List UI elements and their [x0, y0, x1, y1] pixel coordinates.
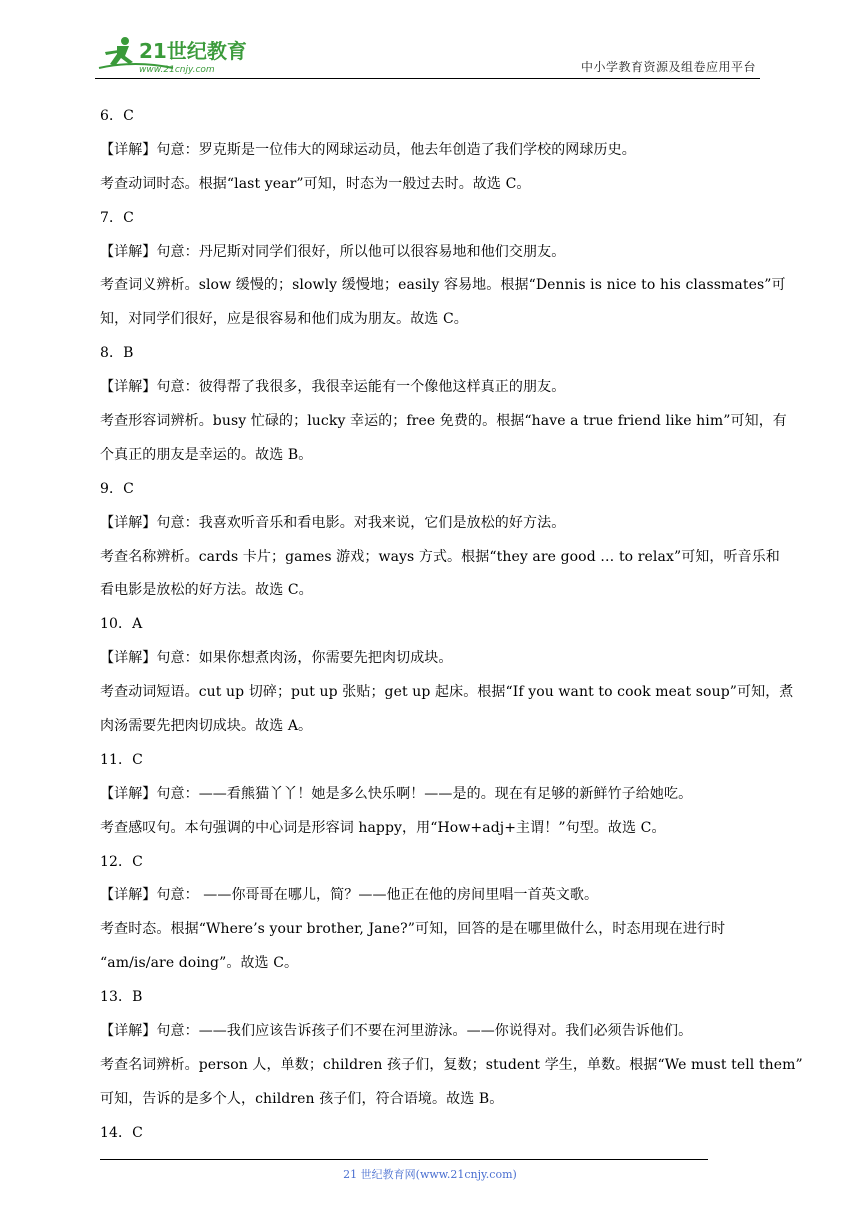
logo-text: 21世纪教育 [139, 39, 247, 63]
explanation-text: 考查名词辨析。person 人，单数；children 孩子们，复数；student 学生，单数。根据“We must tell them” [100, 1056, 803, 1073]
question-answer: 8．B [100, 345, 134, 362]
explanation-translation: 【详解】句意：丹尼斯对同学们很好，所以他可以很容易地和他们交朋友。 [100, 243, 566, 260]
explanation-translation: 【详解】句意：如果你想煮肉汤，你需要先把肉切成块。 [100, 650, 453, 667]
question-answer: 6．C [100, 108, 134, 124]
explanation-text: “am/is/are doing”。故选 C。 [100, 955, 299, 972]
question-answer: 9．C [100, 480, 134, 497]
explanation-translation: 【详解】句意：我喜欢听音乐和看电影。对我来说，它们是放松的好方法。 [100, 514, 566, 531]
explanation-text: 考查感叹句。本句强调的中心词是形容词 happy，用“How+adj+主谓！”句型。故选 C。 [100, 819, 666, 836]
explanation-text: 考查动词时态。根据“last year”可知，时态为一般过去时。故选 C。 [100, 175, 531, 192]
question-answer: 13．B [100, 989, 143, 1006]
footer-link[interactable]: 21 世纪教育网(www.21cnjy.com) [343, 1168, 517, 1181]
site-logo[interactable] [95, 32, 265, 76]
page-header [95, 30, 760, 79]
question-answer: 14．C [100, 1124, 143, 1141]
footer-divider [100, 1159, 708, 1160]
explanation-text: 看电影是放松的好方法。故选 C。 [100, 582, 313, 599]
explanation-text: 知，对同学们很好，应是很容易和他们成为朋友。故选 C。 [100, 311, 468, 328]
answer-explanations [100, 100, 803, 1151]
explanation-text: 考查名称辨析。cards 卡片；games 游戏；ways 方式。根据“they are good … to relax”可知，听音乐和 [100, 548, 780, 565]
runner-logo-icon [95, 32, 265, 76]
explanation-translation: 【详解】句意：——看熊猫丫丫！她是多么快乐啊！——是的。现在有足够的新鲜竹子给她吃。 [100, 785, 693, 802]
question-answer: 10．A [100, 616, 143, 633]
explanation-translation: 【详解】句意： ——你哥哥在哪儿，简？——他正在他的房间里唱一首英文歌。 [100, 887, 599, 904]
explanation-text: 考查形容词辨析。busy 忙碌的；lucky 幸运的；free 免费的。根据“have a true friend like him”可知，有 [100, 413, 787, 430]
explanation-translation: 【详解】句意：彼得帮了我很多，我很幸运能有一个像他这样真正的朋友。 [100, 379, 566, 396]
explanation-text: 可知，告诉的是多个人，children 孩子们，符合语境。故选 B。 [100, 1090, 504, 1107]
explanation-text: 个真正的朋友是幸运的。故选 B。 [100, 446, 313, 463]
logo-url: www.21cnjy.com [139, 65, 215, 75]
platform-title: 中小学教育资源及组卷应用平台 [580, 60, 756, 74]
question-answer: 7．C [100, 209, 134, 226]
explanation-text: 肉汤需要先把肉切成块。故选 A。 [100, 718, 313, 735]
explanation-translation: 【详解】句意：——我们应该告诉孩子们不要在河里游泳。——你说得对。我们必须告诉他们。 [100, 1023, 693, 1040]
explanation-translation: 【详解】句意：罗克斯是一位伟大的网球运动员，他去年创造了我们学校的网球历史。 [100, 141, 636, 158]
explanation-text: 考查动词短语。cut up 切碎；put up 张贴；get up 起床。根据“If you want to cook meat soup”可知，煮 [100, 684, 794, 701]
explanation-text: 考查词义辨析。slow 缓慢的；slowly 缓慢地；easily 容易地。根据“Dennis is nice to his classmates”可 [100, 277, 786, 294]
question-answer: 12．C [100, 853, 143, 870]
explanation-text: 考查时态。根据“Where’s your brother, Jane?”可知，回答的是在哪里做什么，时态用现在进行时 [100, 921, 726, 938]
question-answer: 11．C [100, 751, 143, 768]
